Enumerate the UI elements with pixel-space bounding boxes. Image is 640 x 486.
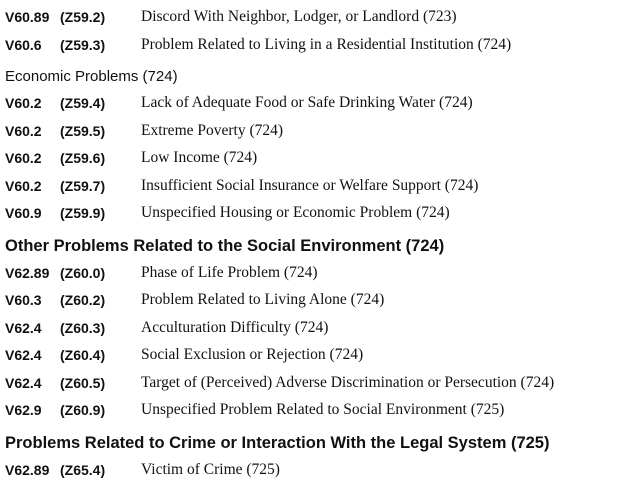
icd9-code: V60.2 bbox=[5, 95, 42, 111]
icd9-code: V60.2 bbox=[5, 150, 42, 166]
icd9-code: V62.89 bbox=[5, 265, 50, 281]
section-heading-crime: Problems Related to Crime or Interaction With the Legal System (725) bbox=[5, 434, 550, 452]
diagnosis-description: Unspecified Problem Related to Social Environment (725) bbox=[141, 401, 505, 418]
diagnosis-description: Unspecified Housing or Economic Problem (724) bbox=[141, 204, 450, 221]
icd10-code: (Z60.5) bbox=[60, 375, 106, 391]
icd10-code: (Z60.0) bbox=[60, 265, 106, 281]
table-row bbox=[0, 176, 640, 200]
icd9-code: V60.89 bbox=[5, 9, 50, 25]
table-row bbox=[0, 290, 640, 314]
table-row bbox=[0, 35, 640, 59]
icd10-code: (Z59.3) bbox=[60, 37, 106, 53]
icd10-code: (Z59.7) bbox=[60, 178, 106, 194]
table-row bbox=[0, 345, 640, 369]
icd9-code: V60.9 bbox=[5, 205, 42, 221]
section-heading-social: Other Problems Related to the Social Environment (724) bbox=[5, 237, 445, 255]
section-heading-economic: Economic Problems (724) bbox=[5, 68, 178, 85]
table-row bbox=[0, 373, 640, 397]
icd9-code: V62.9 bbox=[5, 402, 42, 418]
table-row bbox=[0, 460, 640, 484]
icd9-code: V60.2 bbox=[5, 123, 42, 139]
icd10-code: (Z59.9) bbox=[60, 205, 106, 221]
icd9-code: V62.4 bbox=[5, 375, 42, 391]
icd9-code: V60.2 bbox=[5, 178, 42, 194]
diagnosis-description: Phase of Life Problem (724) bbox=[141, 264, 318, 281]
icd10-code: (Z65.4) bbox=[60, 462, 106, 478]
icd10-code: (Z60.9) bbox=[60, 402, 106, 418]
icd10-code: (Z59.4) bbox=[60, 95, 106, 111]
table-row bbox=[0, 203, 640, 227]
icd10-code: (Z60.2) bbox=[60, 292, 106, 308]
diagnosis-description: Victim of Crime (725) bbox=[141, 461, 280, 478]
diagnosis-description: Discord With Neighbor, Lodger, or Landlord (723) bbox=[141, 8, 457, 25]
icd10-code: (Z59.6) bbox=[60, 150, 106, 166]
icd10-code: (Z59.5) bbox=[60, 123, 106, 139]
diagnosis-description: Target of (Perceived) Adverse Discrimination or Persecution (724) bbox=[141, 374, 555, 391]
diagnosis-description: Acculturation Difficulty (724) bbox=[141, 319, 329, 336]
table-row bbox=[0, 148, 640, 172]
icd10-code: (Z60.3) bbox=[60, 320, 106, 336]
diagnosis-description: Problem Related to Living in a Residential Institution (724) bbox=[141, 36, 512, 53]
icd10-code: (Z60.4) bbox=[60, 347, 106, 363]
table-row bbox=[0, 318, 640, 342]
diagnosis-description: Low Income (724) bbox=[141, 149, 258, 166]
table-row bbox=[0, 263, 640, 287]
diagnosis-description: Lack of Adequate Food or Safe Drinking Water (724) bbox=[141, 94, 473, 111]
table-row bbox=[0, 93, 640, 117]
diagnosis-description: Problem Related to Living Alone (724) bbox=[141, 291, 385, 308]
icd10-code: (Z59.2) bbox=[60, 9, 106, 25]
table-row bbox=[0, 7, 640, 31]
diagnosis-description: Extreme Poverty (724) bbox=[141, 122, 284, 139]
icd9-code: V62.89 bbox=[5, 462, 50, 478]
diagnosis-description: Insufficient Social Insurance or Welfare Support (724) bbox=[141, 177, 479, 194]
table-row bbox=[0, 400, 640, 424]
icd9-code: V62.4 bbox=[5, 347, 42, 363]
diagnosis-description: Social Exclusion or Rejection (724) bbox=[141, 346, 364, 363]
icd9-code: V60.3 bbox=[5, 292, 42, 308]
icd9-code: V60.6 bbox=[5, 37, 42, 53]
table-row bbox=[0, 121, 640, 145]
icd9-code: V62.4 bbox=[5, 320, 42, 336]
